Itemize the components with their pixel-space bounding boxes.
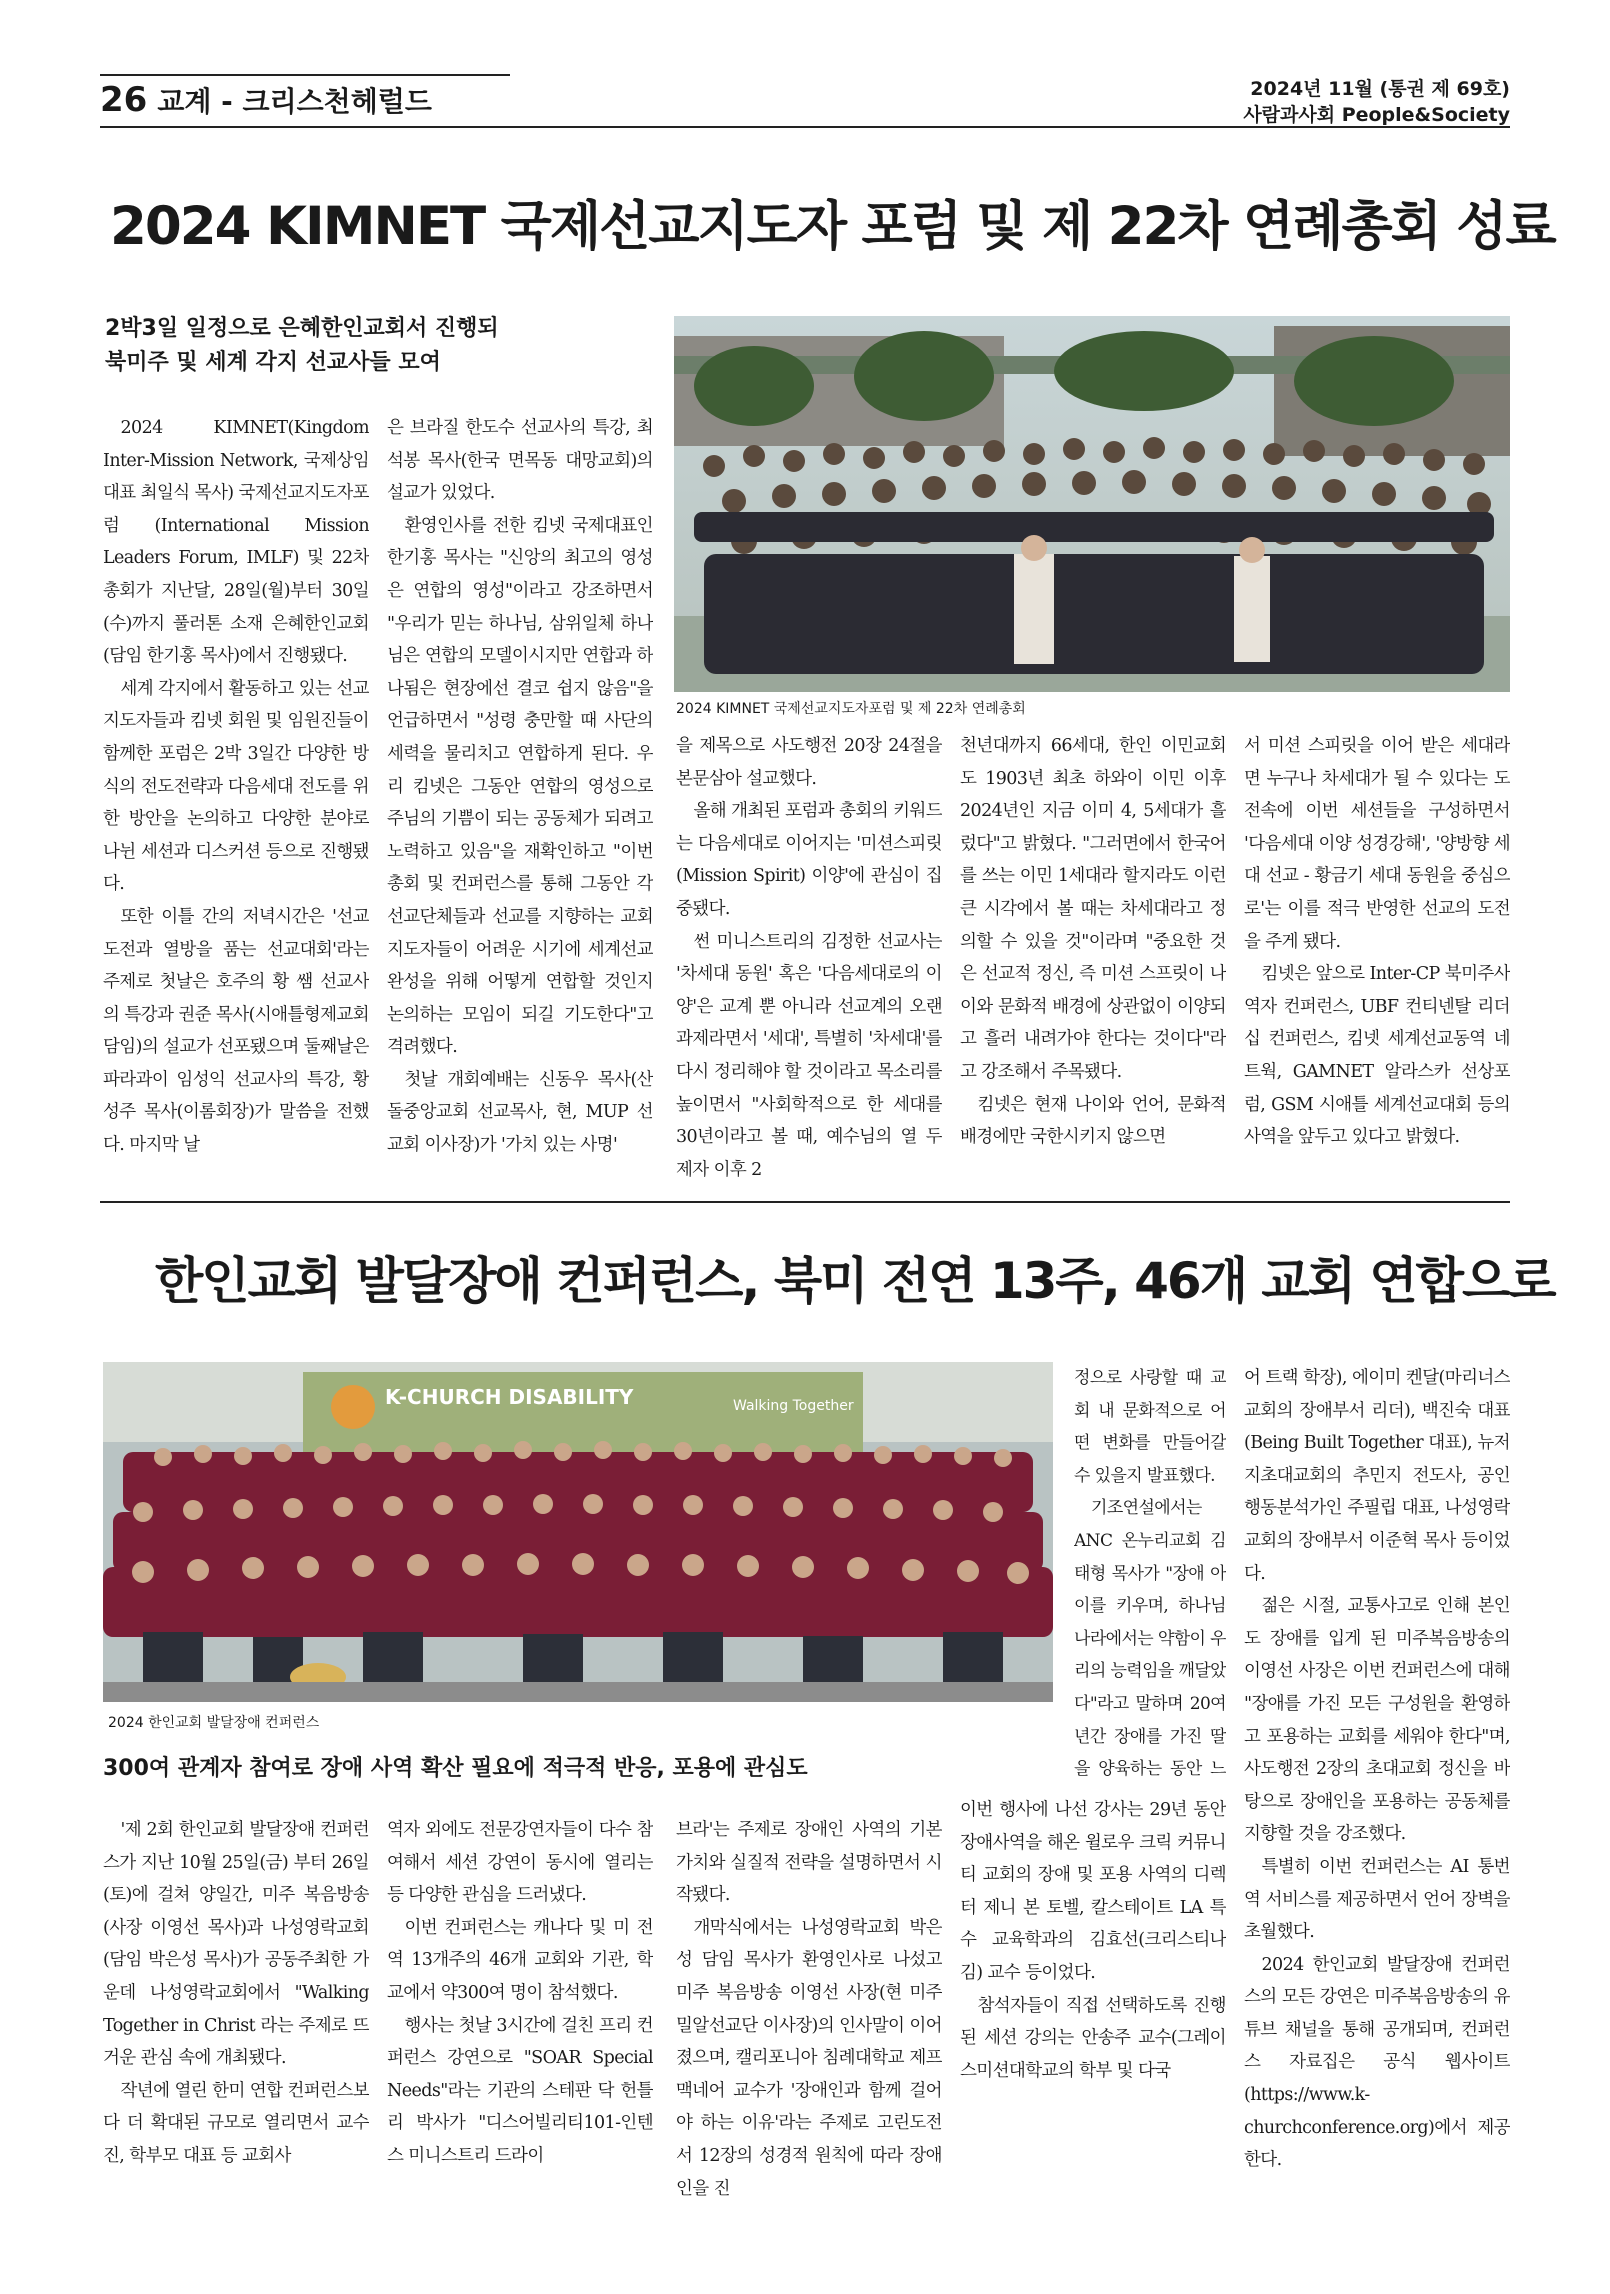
article1-column-3 — [676, 730, 942, 1192]
article2-paragraph: 개막식에서는 나성영락교회 박은성 담임 목사가 환영인사로 나섰고 미주 복음방송 이영선 사장(현 미주밀알선교단 이사장)의 인사말이 이어졌으며, 캘리포니아 침례대학교 제프 맥네어 교수가 '장애인과 함께 걸어야 하는 이유'라는 주제로 고린도전서 12장의 성경적 원칙에 따라 장애인을 진 — [676, 1917, 942, 2199]
article1-paragraph: 썬 미니스트리의 김정한 선교사는 '차세대 동원' 혹은 '다음세대로의 이양'은 교계 뿐 아니라 선교계의 오랜 과제라면서 '세대', 특별히 '차세대'를 다시 정리해야 할 것이라고 목소리를 높이면서 "사회학적으로 한 세대를 30년이라고 볼 때, 예수님의 열 두 제자 이후 2 — [676, 931, 942, 1180]
article2-paragraph: '제 2회 한인교회 발달장애 컨퍼런스가 지난 10월 25일(금) 부터 26일(토)에 걸쳐 양일간, 미주 복음방송(사장 이영선 목사)과 나성영락교회(담임 박은성 목사)가 공동주최한 가운데 나성영락교회에서 "Walking Together in Christ 라는 주제로 뜨거운 관심 속에 개최됐다. — [103, 1820, 369, 2069]
header-bottom-rule — [100, 126, 1510, 128]
article1-paragraph: 첫날 개회예배는 신동우 목사(산돌중앙교회 선교목사, 현, MUP 선교회 이사장)가 '가치 있는 사명' — [387, 1069, 653, 1156]
article2-column-5 — [1244, 1362, 1510, 2234]
article1-paragraph: 킴넷은 현재 나이와 언어, 문화적 배경에만 국한시키지 않으면 — [960, 1094, 1226, 1148]
article2-paragraph: 행사는 첫날 3시간에 걸친 프리 컨퍼런스 강연으로 "SOAR Special Needs"라는 기관의 스테판 닥 헌틀리 박사가 "디스어빌리티101-인텐스 미니스트리 드라이 — [387, 2015, 653, 2166]
article2-paragraph: 어 트랙 학장), 에이미 켄달(마리너스 교회의 장애부서 리더), 백진숙 대표(Being Built Together 대표), 뉴저지초대교회의 추민지 전도사, 공인 행동분석가인 주필립 대표, 나성영락교회의 장애부서 이준혁 목사 등이었다. — [1244, 1368, 1510, 1584]
article1-column-1 — [103, 412, 369, 1192]
page-number: 26 — [100, 80, 148, 120]
article2-conference-photo — [103, 1362, 1053, 1702]
article2-subtitle: 300여 관계자 참여로 장애 사역 확산 필요에 적극적 반응, 포용에 관심도 — [103, 1756, 808, 1781]
article1-paragraph: 서 미션 스피릿을 이어 받은 세대라면 누구나 차세대가 될 수 있다는 도전속에 이번 세션들을 구성하면서 '다음세대 이양 성경강해', '양방향 세대 선교 - 황금기 세대 동원을 중심으로'는 이를 적극 반영한 선교의 도전을 주게 됐다. — [1244, 736, 1510, 952]
article1-paragraph: 을 제목으로 사도행전 20장 24절을 본문삼아 설교했다. — [676, 736, 942, 789]
article1-paragraph: 2024 KIMNET(Kingdom Inter-Mission Network, 국제상임대표 최일식 목사) 국제선교지도자포럼 (International Mission Leaders Forum, IMLF) 및 22차 총회가 지난달, 28일(월)부터 30일(수)까지 풀러톤 소재 은혜한인교회(담임 한기홍 목사)에서 진행됐다. — [103, 418, 369, 667]
article2-photo-caption: 2024 한인교회 발달장애 컨퍼런스 — [108, 1715, 320, 1731]
article1-photo-caption: 2024 KIMNET 국제선교지도자포럼 및 제 22차 연례총회 — [676, 701, 1026, 717]
article1-paragraph: 천년대까지 66세대, 한인 이민교회도 1903년 최초 하와이 이민 이후 2024년인 지금 이미 4, 5세대가 흘렀다"고 밝혔다. "그러면에서 한국어를 쓰는 이민 1세대라 할지라도 이런 큰 시각에서 볼 때는 차세대라고 정의할 수 있을 것"이라며 "중요한 것은 선교적 정신, 즉 미션 스프릿이 나이와 문화적 배경에 상관없이 이양되고 흘러 내려가야 한다는 것이다"라고 강조해서 주목됐다. — [960, 736, 1226, 1082]
article2-column-1 — [103, 1814, 369, 2234]
article1-paragraph: 은 브라질 한도수 선교사의 특강, 최석봉 목사(한국 면목동 대망교회)의 설교가 있었다. — [387, 418, 653, 504]
publication-name: 사람과사회 People&Society — [1243, 104, 1510, 126]
banner-text: K-CHURCH DISABILITY — [385, 1385, 634, 1409]
article2-column-3 — [676, 1814, 942, 2234]
article1-headline: 2024 KIMNET 국제선교지도자 포럼 및 제 22차 연례총회 성료 — [110, 196, 1555, 257]
page-header-left — [100, 80, 432, 120]
article2-column-2 — [387, 1814, 653, 2234]
article1-column-5 — [1244, 730, 1510, 1192]
article2-paragraph: 젊은 시절, 교통사고로 인해 본인도 장애를 입게 된 미주복음방송의 이영선 사장은 이번 컨퍼런스에 대해 "장애를 가진 모든 구성원을 환영하고 포용하는 교회를 세워야 한다"며, 사도행전 2장의 초대교회 정신을 바탕으로 장애인을 포용하는 공동체를 지향할 것을 강조했다. — [1244, 1596, 1510, 1845]
article2-headline: 한인교회 발달장애 컨퍼런스, 북미 전연 13주, 46개 교회 연합으로 — [155, 1252, 1555, 1310]
article1-column-4 — [960, 730, 1226, 1192]
article2-paragraph: 이번 행사에 나선 강사는 29년 동안 장애사역을 해온 윌로우 크릭 커뮤니티 교회의 장애 및 포용 사역의 디렉터 제니 본 토벨, 칼스테이트 LA 특수 교육학과의 김효선(크리스티나 김) 교수 등이었다. — [960, 1800, 1226, 1983]
article2-paragraph: 역자 외에도 전문강연자들이 다수 참여해서 세션 강연이 동시에 열리는 등 다양한 관심을 드러냈다. — [387, 1820, 653, 1906]
article2-paragraph: 이번 컨퍼런스는 캐나다 및 미 전역 13개주의 46개 교회와 기관, 학교에서 약300여 명이 참석했다. — [387, 1917, 653, 2003]
section-name: 교계 - 크리스천헤럴드 — [157, 85, 432, 118]
header-top-rule — [100, 74, 510, 76]
issue-info: 2024년 11월 (통권 제 69호) — [1250, 78, 1510, 100]
article1-subtitle-line2: 북미주 및 세계 각지 선교사들 모여 — [105, 350, 441, 375]
article2-paragraph: 2024 한인교회 발달장애 컨퍼런스의 모든 강연은 미주복음방송의 유튜브 채널을 통해 공개되며, 컨퍼런스 자료집은 공식 웹사이트(https://www.k-churchconference.org)에서 제공한다. — [1244, 1954, 1510, 2171]
banner-subtext: Walking Together — [733, 1398, 854, 1414]
conference-photo-image — [103, 1362, 1053, 1702]
article1-paragraph: 올해 개최된 포럼과 총회의 키워드는 다음세대로 이어지는 '미션스피릿(Mission Spirit) 이양'에 관심이 집중됐다. — [676, 801, 942, 919]
article2-paragraph: 정으로 사랑할 때 교회 내 문화적으로 어떤 변화를 만들어갈 수 있을지 발표했다. — [1074, 1368, 1226, 1486]
page-header-right — [1243, 76, 1510, 128]
article2-paragraph: 작년에 열린 한미 연합 컨퍼런스보다 더 확대된 규모로 열리면서 교수진, 학부모 대표 등 교회사 — [103, 2080, 369, 2166]
article1-paragraph: 또한 이틀 간의 저녁시간은 '선교도전과 열방을 품는 선교대회'라는 주제로 첫날은 호주의 황 쌤 선교사의 특강과 권준 목사(시애틀형제교회 담임)의 설교가 선포됐으며 둘째날은 파라과이 임성익 선교사의 특강, 황성주 목사(이롬회장)가 말씀을 전했다. 마지막 날 — [103, 906, 369, 1156]
article2-paragraph: 기조연설에서는 ANC 온누리교회 김태형 목사가 "장애 아이를 키우며, 하나님 나라에서는 약함이 우리의 능력임을 깨달았다"라고 말하며 20여년간 장애를 가진 딸을 양육하는 동안 느 — [1074, 1498, 1226, 1780]
article1-column-2 — [387, 412, 653, 1192]
article2-paragraph: 참석자들이 직접 선택하도록 진행된 세션 강의는 안송주 교수(그레이스미션대학교의 학부 및 다국 — [960, 1995, 1226, 2081]
group-photo-image — [674, 316, 1510, 692]
article1-subtitle-line1: 2박3일 일정으로 은혜한인교회서 진행되 — [105, 316, 499, 341]
article2-column-4 — [1074, 1362, 1226, 1792]
article-divider-rule — [100, 1201, 1510, 1203]
article2-paragraph: 브라'는 주제로 장애인 사역의 기본가치와 실질적 전략을 설명하면서 시작됐다. — [676, 1820, 942, 1906]
article2-paragraph: 특별히 이번 컨퍼런스는 AI 통번역 서비스를 제공하면서 언어 장벽을 초월했다. — [1244, 1856, 1510, 1943]
article1-subtitle — [105, 312, 665, 380]
article1-group-photo — [674, 316, 1510, 692]
article1-paragraph: 세계 각지에서 활동하고 있는 선교지도자들과 킴넷 회원 및 임원진들이 함께한 포럼은 2박 3일간 다양한 방식의 전도전략과 다음세대 전도를 위한 방안을 논의하고 다양한 분야로 나뉜 세션과 디스커션 등으로 진행됐다. — [103, 678, 369, 895]
article1-paragraph: 킴넷은 앞으로 Inter-CP 북미주사역자 컨퍼런스, UBF 컨티넨탈 리더십 컨퍼런스, 킴넷 세계선교동역 네트웍, GAMNET 알라스카 선상포럼, GSM 시애틀 세계선교대회 등의 사역을 앞두고 있다고 밝혔다. — [1244, 964, 1510, 1148]
article1-paragraph: 환영인사를 전한 킴넷 국제대표인 한기홍 목사는 "신앙의 최고의 영성은 연합의 영성"이라고 강조하면서 "우리가 믿는 하나님, 삼위일체 하나님은 연합의 모델이시지만 연합과 하나됨은 현장에선 결코 쉽지 않음"을 언급하면서 "성령 충만할 때 사단의 세력을 물리치고 연합하게 된다. 우리 킴넷은 그동안 연합의 영성으로 주님의 기쁨이 되는 공동체가 되려고 노력하고 있음"을 재확인하고 "이번 총회 및 컨퍼런스를 통해 그동안 각 선교단체들과 선교를 지향하는 교회지도자들이 어려운 시기에 세계선교완성을 위해 어떻게 연합할 것인지 논의하는 모임이 되길 기도한다"고 격려했다. — [387, 515, 653, 1058]
article2-column-4-cont — [960, 1794, 1226, 2234]
